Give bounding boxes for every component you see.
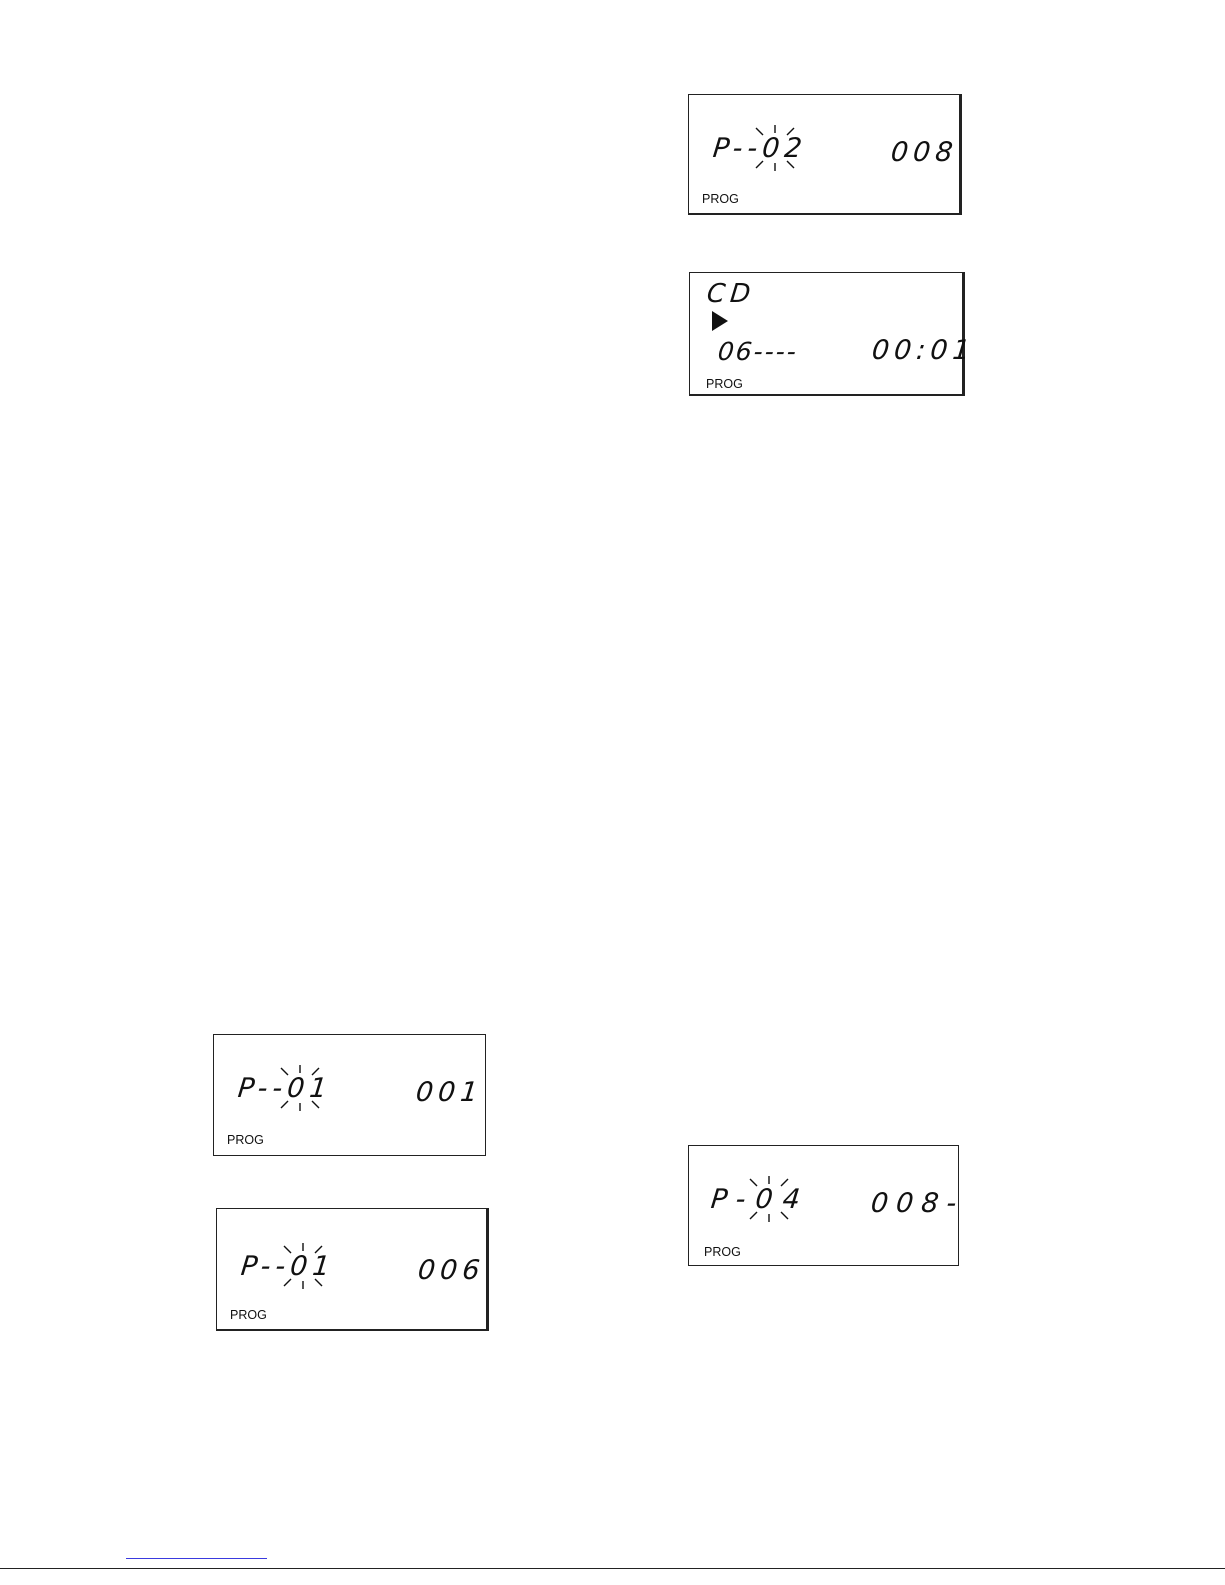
footer-link-underline[interactable] (126, 1558, 267, 1559)
prog-label: PROG (706, 377, 743, 391)
page-footer-rule (0, 1568, 1225, 1569)
track-number: 008 (889, 137, 960, 168)
track-position: 06---- (716, 337, 800, 366)
lcd-display-prog-01-track-006 (216, 1208, 489, 1331)
program-number: P--02 (711, 133, 809, 164)
lcd-display-prog-04 (688, 1145, 966, 1266)
play-icon (712, 311, 728, 331)
lcd-display-prog-01-track-001 (213, 1034, 486, 1156)
lcd-display-cd-playback (689, 272, 977, 396)
blink-indicator-icon (753, 125, 797, 171)
prog-label: PROG (702, 192, 739, 206)
elapsed-time: 00:01 (870, 335, 977, 366)
program-number: P--01 (236, 1073, 334, 1104)
blink-indicator-icon (281, 1243, 325, 1289)
lcd-display-prog-02 (688, 94, 962, 215)
prog-label: PROG (230, 1308, 267, 1322)
program-number: P-04 (709, 1184, 812, 1215)
blink-indicator-icon (747, 1176, 791, 1222)
prog-label: PROG (227, 1133, 264, 1147)
source-label: CD (705, 279, 757, 309)
track-number: 001 (414, 1077, 485, 1108)
track-number: 008- (869, 1188, 966, 1219)
program-number: P--01 (239, 1251, 337, 1282)
blink-indicator-icon (278, 1065, 322, 1111)
prog-label: PROG (704, 1245, 741, 1259)
track-number: 006 (416, 1255, 487, 1286)
